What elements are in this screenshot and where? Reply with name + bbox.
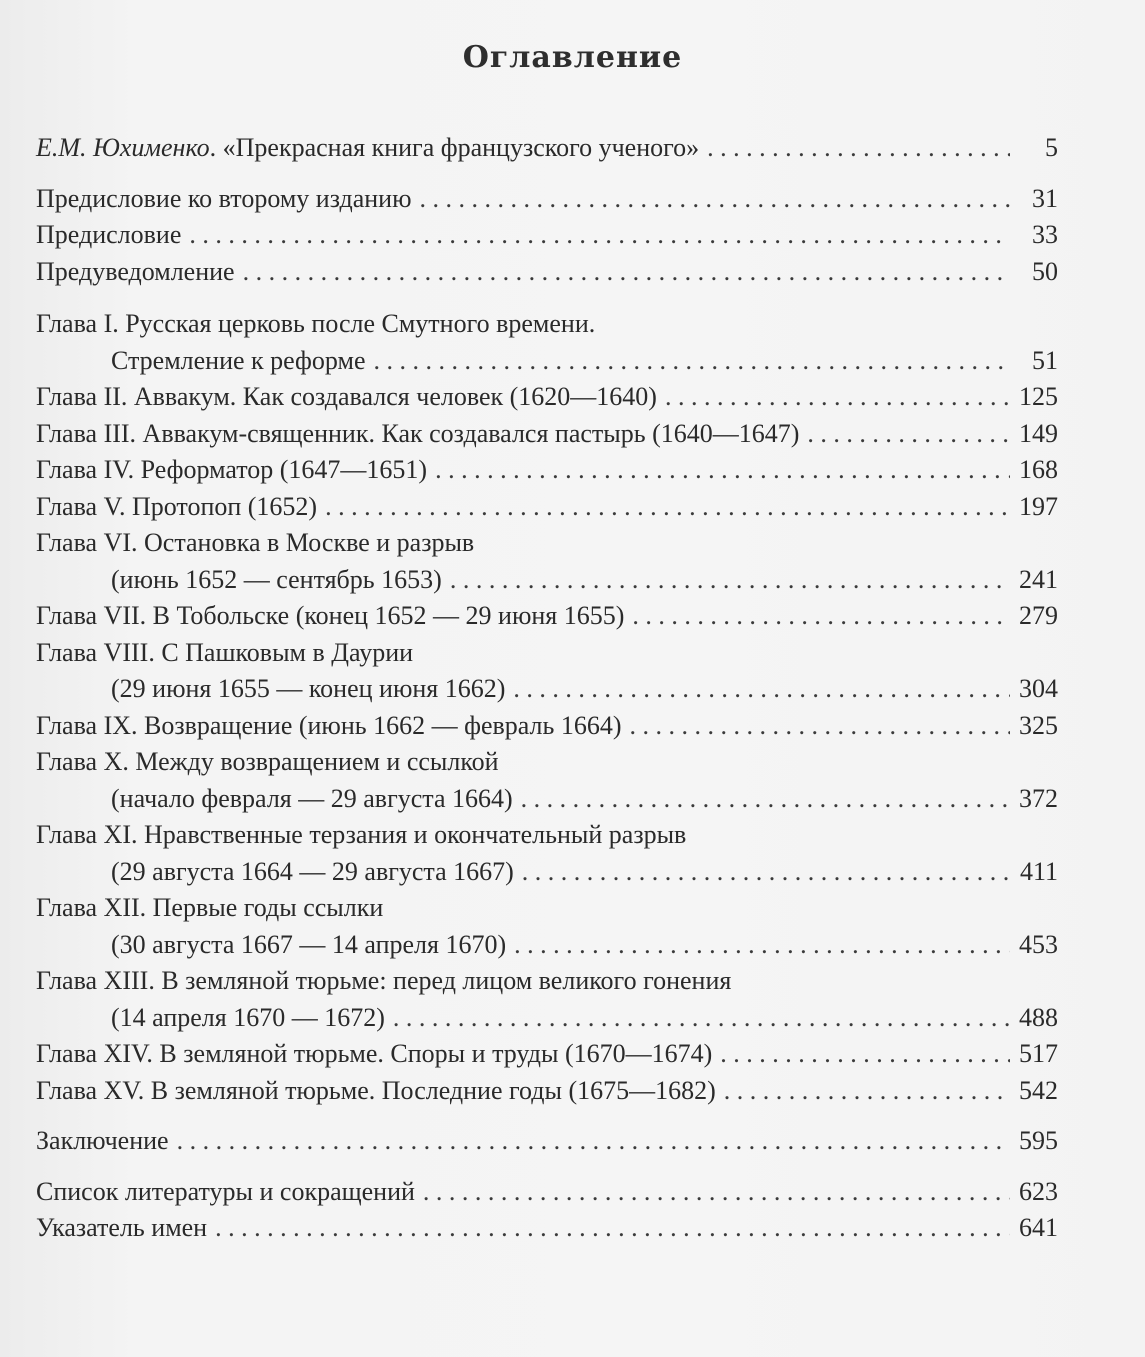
toc-entry-chapter-1	[36, 306, 1058, 379]
page-number: 33	[1032, 220, 1058, 249]
toc-entry-chapter-6	[36, 525, 1058, 598]
entry-text: Глава XV. В земляной тюрьме. Последние годы (1675—1682)	[36, 1075, 716, 1105]
page-number: 241	[1019, 564, 1058, 594]
entry-text: (начало февраля — 29 августа 1664)	[111, 783, 513, 813]
toc-entry-chapter-14	[36, 1036, 1058, 1073]
dot-leader	[522, 854, 1010, 891]
entry-author: Е.М. Юхименко	[36, 133, 210, 162]
entry-heading: Глава XI. Нравственные терзания и окончательный разрыв	[36, 820, 687, 849]
toc-entry-chapter-12	[36, 890, 1058, 963]
page-number: 542	[1019, 1075, 1058, 1105]
dot-leader	[807, 416, 1010, 453]
dot-leader	[215, 1210, 1010, 1247]
entry-text: Глава II. Аввакум. Как создавался человек (1620—1640)	[36, 382, 657, 411]
toc-entry-chapter-5	[36, 489, 1058, 526]
page-number: 125	[1019, 382, 1058, 411]
dot-leader	[374, 343, 1011, 380]
toc-entry-chapter-3	[36, 416, 1058, 453]
toc-entry-name-index	[36, 1210, 1058, 1247]
entry-text: (30 августа 1667 — 14 апреля 1670)	[111, 929, 507, 959]
toc-entry-preface-second-edition	[36, 181, 1058, 218]
page-number: 50	[1032, 256, 1058, 286]
entry-text: Глава XIV. В земляной тюрьме. Споры и труды (1670—1674)	[36, 1039, 713, 1068]
page-number: 453	[1019, 929, 1058, 959]
page-number: 517	[1019, 1039, 1058, 1068]
dot-leader	[177, 1123, 1010, 1160]
entry-text: Глава III. Аввакум-священник. Как создавался пастырь (1640—1647)	[36, 418, 800, 448]
entry-text: Предисловие	[36, 220, 182, 249]
toc-entry-foreword-notice	[36, 254, 1058, 291]
entry-text: Глава VII. В Тобольске (конец 1652 — 29 июня 1655)	[36, 601, 625, 630]
page-number: 372	[1019, 783, 1058, 813]
page-number: 595	[1019, 1126, 1058, 1155]
toc-entry-chapter-10	[36, 744, 1058, 817]
dot-leader	[720, 1036, 1010, 1073]
entry-text: Глава V. Протопоп (1652)	[36, 491, 318, 521]
toc-entry-chapter-8	[36, 635, 1058, 708]
toc-entry-chapter-2	[36, 379, 1058, 416]
toc-entry-conclusion	[36, 1123, 1058, 1160]
entry-text: Глава IV. Реформатор (1647—1651)	[36, 455, 428, 484]
dot-leader	[707, 130, 1010, 167]
toc-title: Оглавление	[462, 40, 683, 75]
dot-leader	[423, 1174, 1010, 1211]
toc-entry-chapter-4	[36, 452, 1058, 489]
toc-entry-bibliography	[36, 1174, 1058, 1211]
entry-heading: Глава VIII. С Пашковым в Даурии	[36, 637, 414, 667]
dot-leader	[724, 1073, 1010, 1110]
page-number: 51	[1032, 345, 1058, 375]
entry-text: (29 августа 1664 — 29 августа 1667)	[111, 856, 514, 886]
entry-text: (июнь 1652 — сентябрь 1653)	[111, 564, 442, 594]
entry-text: Список литературы и сокращений	[36, 1176, 415, 1206]
entry-text: (29 июня 1655 — конец июня 1662)	[111, 674, 506, 703]
entry-heading: Глава X. Между возвращением и ссылкой	[36, 747, 499, 776]
toc-entry-chapter-7	[36, 598, 1058, 635]
page-number: 304	[1019, 674, 1058, 703]
toc-entry-chapter-13	[36, 963, 1058, 1036]
dot-leader	[189, 217, 1010, 254]
dot-leader	[665, 379, 1010, 416]
dot-leader	[450, 562, 1010, 599]
entry-text: Предисловие ко второму изданию	[36, 183, 412, 213]
entry-text: (14 апреля 1670 — 1672)	[111, 1002, 385, 1032]
page-number: 488	[1019, 1002, 1058, 1032]
page-number: 641	[1019, 1213, 1058, 1242]
dot-leader	[325, 489, 1010, 526]
dot-leader	[632, 598, 1010, 635]
page-number: 197	[1019, 491, 1058, 521]
entry-text: Предуведомление	[36, 256, 235, 286]
entry-text: Глава IX. Возвращение (июнь 1662 — февраль 1664)	[36, 710, 622, 740]
page-number: 5	[1045, 133, 1058, 162]
page-number: 279	[1019, 601, 1058, 630]
dot-leader	[435, 452, 1010, 489]
entry-text: Заключение	[36, 1126, 169, 1155]
dot-leader	[630, 708, 1010, 745]
dot-leader	[420, 181, 1010, 218]
dot-leader	[513, 671, 1010, 708]
page-number: 623	[1019, 1176, 1058, 1206]
entry-heading: Глава I. Русская церковь после Смутного времени.	[36, 309, 596, 338]
dot-leader	[514, 927, 1010, 964]
toc-entry-chapter-11	[36, 817, 1058, 890]
entry-text: Е.М. Юхименко. «Прекрасная книга французского ученого»	[36, 133, 700, 162]
toc-entry-intro-article	[36, 130, 1058, 167]
dot-leader	[393, 1000, 1010, 1037]
entry-heading: Глава XII. Первые годы ссылки	[36, 893, 384, 922]
toc-entry-chapter-9	[36, 708, 1058, 745]
page-number: 168	[1019, 455, 1058, 484]
dot-leader	[521, 781, 1010, 818]
page-number: 411	[1019, 856, 1058, 886]
toc-entry-preface	[36, 217, 1058, 254]
toc-entry-chapter-15	[36, 1073, 1058, 1110]
entry-text: Стремление к реформе	[111, 345, 366, 375]
page-number: 149	[1019, 418, 1058, 448]
page-number: 31	[1032, 183, 1058, 213]
toc-list	[36, 130, 1058, 1247]
entry-text: Указатель имен	[36, 1213, 208, 1242]
entry-heading: Глава VI. Остановка в Москве и разрыв	[36, 528, 475, 557]
page-number: 325	[1019, 710, 1058, 740]
dot-leader	[243, 254, 1010, 291]
entry-heading: Глава XIII. В земляной тюрьме: перед лицом великого гонения	[36, 966, 732, 995]
